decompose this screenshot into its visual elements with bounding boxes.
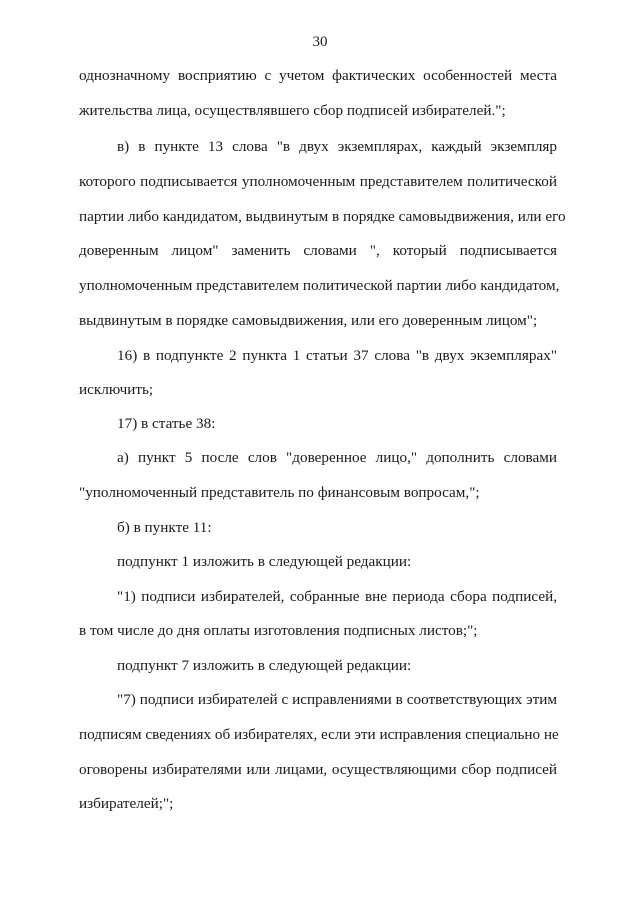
text-line: выдвинутым в порядке самовыдвижения, или его доверенным лицом"; bbox=[79, 312, 538, 329]
text-line: "7) подписи избирателей с исправлениями в соответствующих этим bbox=[117, 691, 557, 708]
text-line: уполномоченным представителем политической партии либо кандидатом, bbox=[79, 277, 560, 294]
text-line: 16) в подпункте 2 пункта 1 статьи 37 слова "в двух экземплярах" bbox=[117, 347, 557, 364]
text-line: доверенным лицом" заменить словами ", который подписывается bbox=[79, 242, 557, 259]
text-line: 17) в статье 38: bbox=[117, 415, 216, 432]
text-line: подпункт 7 изложить в следующей редакции: bbox=[117, 657, 412, 674]
text-line: партии либо кандидатом, выдвинутым в порядке самовыдвижения, или его bbox=[79, 208, 566, 225]
text-line: однозначному восприятию с учетом фактических особенностей места bbox=[79, 67, 557, 84]
text-line: избирателей;"; bbox=[79, 795, 174, 812]
page-number: 30 bbox=[312, 34, 328, 50]
text-line: жительства лица, осуществлявшего сбор подписей избирателей."; bbox=[79, 102, 506, 119]
text-line: "1) подписи избирателей, собранные вне периода сбора подписей, bbox=[117, 588, 557, 605]
text-line: подпункт 1 изложить в следующей редакции: bbox=[117, 553, 412, 570]
text-line: б) в пункте 11: bbox=[117, 519, 212, 536]
text-line: в) в пункте 13 слова "в двух экземплярах, каждый экземпляр bbox=[117, 138, 557, 155]
text-line: исключить; bbox=[79, 381, 154, 398]
text-line: подписям сведениях об избирателях, если эти исправления специально не bbox=[79, 726, 559, 743]
text-line: в том числе до дня оплаты изготовления подписных листов;"; bbox=[79, 622, 478, 639]
text-line: оговорены избирателями или лицами, осуществляющими сбор подписей bbox=[79, 761, 557, 778]
text-line: а) пункт 5 после слов "доверенное лицо," дополнить словами bbox=[117, 449, 557, 466]
text-line: которого подписывается уполномоченным представителем политической bbox=[79, 173, 557, 190]
text-line: "уполномоченный представитель по финансовым вопросам,"; bbox=[79, 484, 480, 501]
